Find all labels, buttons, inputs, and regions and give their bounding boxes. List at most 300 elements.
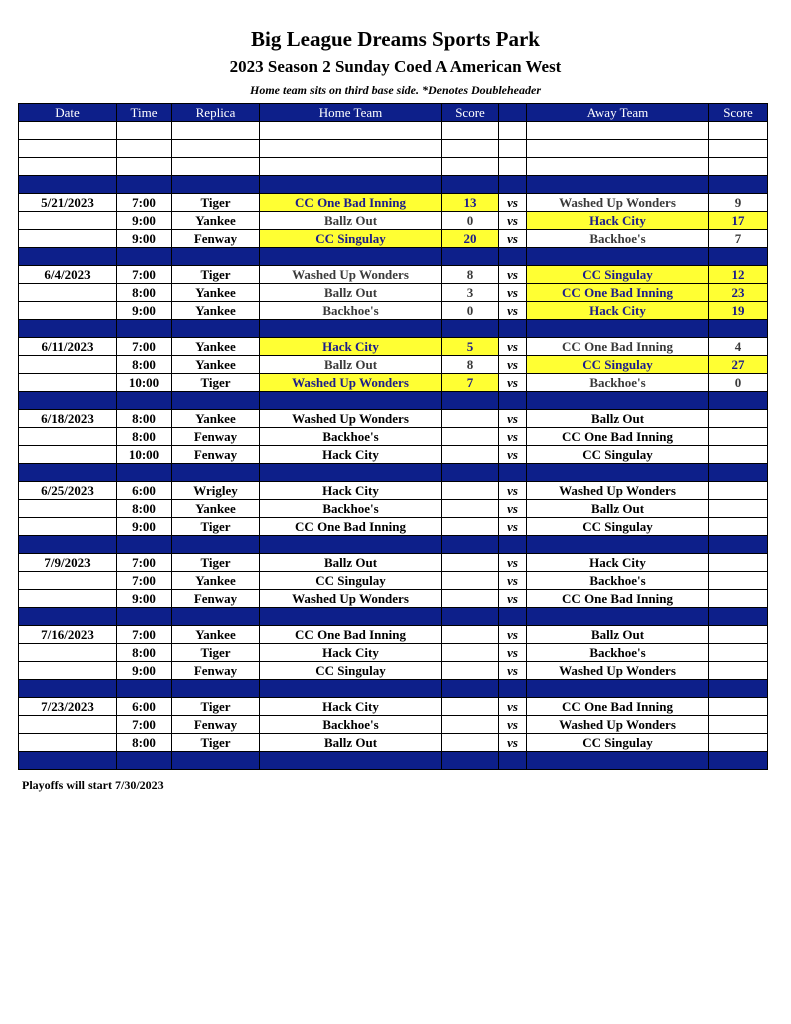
game-replica: Tiger [172, 698, 260, 716]
away-score [709, 500, 768, 518]
separator-cell [442, 392, 499, 410]
game-row [19, 428, 768, 446]
empty-cell [260, 158, 442, 176]
game-row [19, 590, 768, 608]
game-date [19, 644, 117, 662]
game-date [19, 374, 117, 392]
header-vs [499, 104, 527, 122]
away-score [709, 518, 768, 536]
game-row [19, 716, 768, 734]
separator-cell [499, 608, 527, 626]
separator-cell [527, 464, 709, 482]
home-score: 0 [442, 212, 499, 230]
separator-cell [442, 680, 499, 698]
vs-label: vs [499, 590, 527, 608]
week-separator [19, 680, 768, 698]
game-row [19, 626, 768, 644]
away-score: 19 [709, 302, 768, 320]
separator-cell [117, 176, 172, 194]
game-date: 6/11/2023 [19, 338, 117, 356]
game-time: 10:00 [117, 374, 172, 392]
separator-cell [19, 608, 117, 626]
game-replica: Yankee [172, 284, 260, 302]
game-replica: Yankee [172, 572, 260, 590]
separator-cell [172, 248, 260, 266]
game-date [19, 500, 117, 518]
separator-cell [260, 320, 442, 338]
separator-cell [499, 536, 527, 554]
empty-cell [117, 122, 172, 140]
away-score: 12 [709, 266, 768, 284]
game-time: 7:00 [117, 554, 172, 572]
separator-cell [117, 392, 172, 410]
separator-cell [442, 608, 499, 626]
vs-label: vs [499, 230, 527, 248]
home-team: Ballz Out [260, 554, 442, 572]
header-date: Date [19, 104, 117, 122]
game-row [19, 698, 768, 716]
game-time: 7:00 [117, 626, 172, 644]
game-replica: Tiger [172, 374, 260, 392]
game-time: 8:00 [117, 734, 172, 752]
separator-cell [709, 464, 768, 482]
separator-cell [709, 752, 768, 770]
home-score [442, 410, 499, 428]
game-row [19, 194, 768, 212]
home-score: 20 [442, 230, 499, 248]
game-replica: Yankee [172, 356, 260, 374]
game-replica: Fenway [172, 662, 260, 680]
game-replica: Fenway [172, 446, 260, 464]
empty-cell [19, 140, 117, 158]
away-score [709, 572, 768, 590]
away-score [709, 554, 768, 572]
game-replica: Yankee [172, 338, 260, 356]
game-replica: Yankee [172, 626, 260, 644]
separator-cell [172, 464, 260, 482]
game-date: 6/4/2023 [19, 266, 117, 284]
vs-label: vs [499, 716, 527, 734]
home-team: Hack City [260, 644, 442, 662]
game-time: 7:00 [117, 716, 172, 734]
away-team: CC One Bad Inning [527, 284, 709, 302]
separator-cell [709, 680, 768, 698]
home-team: Washed Up Wonders [260, 266, 442, 284]
game-replica: Tiger [172, 194, 260, 212]
vs-label: vs [499, 302, 527, 320]
vs-label: vs [499, 284, 527, 302]
away-score [709, 428, 768, 446]
separator-cell [117, 536, 172, 554]
separator-cell [172, 680, 260, 698]
game-row [19, 662, 768, 680]
separator-cell [499, 464, 527, 482]
separator-cell [499, 248, 527, 266]
home-team: CC Singulay [260, 572, 442, 590]
away-score [709, 410, 768, 428]
away-team: CC One Bad Inning [527, 338, 709, 356]
separator-cell [172, 392, 260, 410]
home-team: CC One Bad Inning [260, 518, 442, 536]
game-row [19, 500, 768, 518]
game-row [19, 374, 768, 392]
game-row [19, 230, 768, 248]
vs-label: vs [499, 662, 527, 680]
separator-cell [19, 752, 117, 770]
game-date [19, 284, 117, 302]
separator-cell [709, 536, 768, 554]
empty-cell [442, 140, 499, 158]
game-replica: Fenway [172, 230, 260, 248]
vs-label: vs [499, 356, 527, 374]
empty-cell [527, 122, 709, 140]
home-team: CC One Bad Inning [260, 194, 442, 212]
separator-cell [709, 320, 768, 338]
vs-label: vs [499, 266, 527, 284]
game-time: 7:00 [117, 266, 172, 284]
home-score [442, 644, 499, 662]
away-score [709, 662, 768, 680]
game-time: 9:00 [117, 230, 172, 248]
separator-cell [260, 392, 442, 410]
game-row [19, 518, 768, 536]
vs-label: vs [499, 338, 527, 356]
game-replica: Tiger [172, 518, 260, 536]
away-score [709, 716, 768, 734]
home-score [442, 554, 499, 572]
separator-cell [499, 392, 527, 410]
away-team: Ballz Out [527, 410, 709, 428]
game-date [19, 518, 117, 536]
empty-cell [499, 158, 527, 176]
game-replica: Tiger [172, 266, 260, 284]
separator-cell [499, 176, 527, 194]
game-row [19, 212, 768, 230]
empty-cell [172, 140, 260, 158]
home-team: Backhoe's [260, 428, 442, 446]
away-score [709, 626, 768, 644]
away-team: CC Singulay [527, 446, 709, 464]
separator-cell [260, 752, 442, 770]
separator-cell [527, 680, 709, 698]
game-date [19, 590, 117, 608]
separator-cell [172, 176, 260, 194]
game-replica: Fenway [172, 590, 260, 608]
game-replica: Tiger [172, 644, 260, 662]
away-team: Washed Up Wonders [527, 482, 709, 500]
week-separator [19, 248, 768, 266]
away-score [709, 734, 768, 752]
away-team: Hack City [527, 302, 709, 320]
game-row [19, 356, 768, 374]
separator-cell [260, 464, 442, 482]
header-time: Time [117, 104, 172, 122]
schedule-body [19, 122, 768, 770]
footer-note: Playoffs will start 7/30/2023 [22, 778, 164, 792]
schedule-table [18, 103, 768, 770]
home-team: Hack City [260, 338, 442, 356]
vs-label: vs [499, 698, 527, 716]
game-date [19, 428, 117, 446]
game-time: 8:00 [117, 644, 172, 662]
game-row [19, 554, 768, 572]
away-score: 27 [709, 356, 768, 374]
game-date: 7/23/2023 [19, 698, 117, 716]
game-replica: Fenway [172, 428, 260, 446]
game-date [19, 356, 117, 374]
home-score [442, 716, 499, 734]
header-home-team: Home Team [260, 104, 442, 122]
game-row [19, 482, 768, 500]
vs-label: vs [499, 410, 527, 428]
game-replica: Wrigley [172, 482, 260, 500]
separator-cell [117, 248, 172, 266]
schedule-note: Home team sits on third base side. *Denotes Doubleheader [250, 83, 541, 97]
home-score [442, 482, 499, 500]
separator-cell [117, 464, 172, 482]
separator-cell [527, 248, 709, 266]
empty-cell [442, 158, 499, 176]
away-team: CC Singulay [527, 356, 709, 374]
game-replica: Fenway [172, 716, 260, 734]
game-row [19, 338, 768, 356]
vs-label: vs [499, 500, 527, 518]
game-replica: Yankee [172, 212, 260, 230]
empty-cell [499, 122, 527, 140]
empty-row [19, 122, 768, 140]
game-time: 7:00 [117, 572, 172, 590]
home-team: CC One Bad Inning [260, 626, 442, 644]
empty-cell [260, 122, 442, 140]
separator-cell [19, 464, 117, 482]
game-replica: Yankee [172, 500, 260, 518]
separator-cell [527, 176, 709, 194]
week-separator [19, 176, 768, 194]
separator-cell [527, 536, 709, 554]
game-time: 9:00 [117, 518, 172, 536]
game-row [19, 266, 768, 284]
game-date: 6/18/2023 [19, 410, 117, 428]
empty-cell [709, 140, 768, 158]
empty-row [19, 140, 768, 158]
separator-cell [117, 320, 172, 338]
separator-cell [442, 176, 499, 194]
separator-cell [19, 392, 117, 410]
separator-cell [19, 248, 117, 266]
separator-cell [172, 536, 260, 554]
away-team: Ballz Out [527, 500, 709, 518]
away-score: 17 [709, 212, 768, 230]
separator-cell [442, 536, 499, 554]
empty-cell [527, 140, 709, 158]
home-team: Ballz Out [260, 734, 442, 752]
empty-cell [172, 158, 260, 176]
separator-cell [19, 536, 117, 554]
empty-cell [117, 158, 172, 176]
game-date [19, 446, 117, 464]
page-subtitle: 2023 Season 2 Sunday Coed A American West [229, 57, 562, 76]
week-separator [19, 536, 768, 554]
game-date: 7/16/2023 [19, 626, 117, 644]
away-team: Hack City [527, 212, 709, 230]
away-team: Washed Up Wonders [527, 662, 709, 680]
game-time: 9:00 [117, 590, 172, 608]
home-score: 13 [442, 194, 499, 212]
week-separator [19, 392, 768, 410]
home-score [442, 428, 499, 446]
separator-cell [442, 752, 499, 770]
separator-cell [499, 752, 527, 770]
separator-cell [527, 608, 709, 626]
vs-label: vs [499, 572, 527, 590]
home-team: CC Singulay [260, 662, 442, 680]
separator-cell [260, 248, 442, 266]
separator-cell [442, 248, 499, 266]
empty-cell [117, 140, 172, 158]
home-team: Ballz Out [260, 212, 442, 230]
separator-cell [527, 752, 709, 770]
separator-cell [19, 176, 117, 194]
header-away-score: Score [709, 104, 768, 122]
separator-cell [117, 752, 172, 770]
separator-cell [709, 392, 768, 410]
week-separator [19, 752, 768, 770]
separator-cell [527, 320, 709, 338]
game-time: 8:00 [117, 428, 172, 446]
away-team: CC Singulay [527, 734, 709, 752]
game-time: 6:00 [117, 482, 172, 500]
game-row [19, 734, 768, 752]
game-row [19, 302, 768, 320]
home-team: Hack City [260, 446, 442, 464]
home-team: Backhoe's [260, 302, 442, 320]
game-time: 9:00 [117, 662, 172, 680]
game-date [19, 302, 117, 320]
week-separator [19, 464, 768, 482]
separator-cell [260, 680, 442, 698]
game-replica: Tiger [172, 554, 260, 572]
game-replica: Yankee [172, 302, 260, 320]
game-time: 7:00 [117, 194, 172, 212]
page-title: Big League Dreams Sports Park [251, 27, 540, 51]
away-team: Backhoe's [527, 644, 709, 662]
home-score: 5 [442, 338, 499, 356]
home-team: Hack City [260, 698, 442, 716]
game-replica: Yankee [172, 410, 260, 428]
game-replica: Tiger [172, 734, 260, 752]
separator-cell [260, 176, 442, 194]
home-team: Washed Up Wonders [260, 410, 442, 428]
game-date: 7/9/2023 [19, 554, 117, 572]
home-team: Hack City [260, 482, 442, 500]
game-time: 8:00 [117, 356, 172, 374]
vs-label: vs [499, 194, 527, 212]
game-time: 9:00 [117, 212, 172, 230]
empty-cell [709, 122, 768, 140]
away-team: Backhoe's [527, 230, 709, 248]
separator-cell [172, 608, 260, 626]
home-score [442, 734, 499, 752]
vs-label: vs [499, 212, 527, 230]
game-date: 5/21/2023 [19, 194, 117, 212]
vs-label: vs [499, 374, 527, 392]
game-date [19, 230, 117, 248]
vs-label: vs [499, 428, 527, 446]
away-team: Washed Up Wonders [527, 716, 709, 734]
game-time: 6:00 [117, 698, 172, 716]
home-team: Backhoe's [260, 500, 442, 518]
separator-cell [260, 536, 442, 554]
game-date [19, 212, 117, 230]
home-score: 8 [442, 266, 499, 284]
header-row [19, 104, 768, 122]
separator-cell [172, 320, 260, 338]
home-team: Backhoe's [260, 716, 442, 734]
separator-cell [527, 392, 709, 410]
away-score [709, 482, 768, 500]
separator-cell [19, 320, 117, 338]
away-score [709, 698, 768, 716]
home-team: Ballz Out [260, 356, 442, 374]
game-row [19, 446, 768, 464]
game-date [19, 662, 117, 680]
game-time: 8:00 [117, 284, 172, 302]
empty-cell [442, 122, 499, 140]
away-score: 4 [709, 338, 768, 356]
empty-cell [527, 158, 709, 176]
game-date [19, 734, 117, 752]
away-team: CC One Bad Inning [527, 698, 709, 716]
home-score [442, 698, 499, 716]
game-row [19, 644, 768, 662]
vs-label: vs [499, 734, 527, 752]
home-score: 3 [442, 284, 499, 302]
header-replica: Replica [172, 104, 260, 122]
away-team: CC One Bad Inning [527, 590, 709, 608]
away-score: 9 [709, 194, 768, 212]
away-team: Hack City [527, 554, 709, 572]
home-score: 0 [442, 302, 499, 320]
game-date: 6/25/2023 [19, 482, 117, 500]
empty-row [19, 158, 768, 176]
game-row [19, 572, 768, 590]
week-separator [19, 608, 768, 626]
away-team: CC Singulay [527, 518, 709, 536]
away-team: Backhoe's [527, 572, 709, 590]
away-team: Washed Up Wonders [527, 194, 709, 212]
game-date [19, 572, 117, 590]
empty-cell [19, 158, 117, 176]
away-score: 23 [709, 284, 768, 302]
away-score: 0 [709, 374, 768, 392]
away-team: CC One Bad Inning [527, 428, 709, 446]
separator-cell [172, 752, 260, 770]
away-score [709, 644, 768, 662]
home-team: Washed Up Wonders [260, 374, 442, 392]
separator-cell [117, 608, 172, 626]
separator-cell [117, 680, 172, 698]
home-score [442, 518, 499, 536]
away-team: Backhoe's [527, 374, 709, 392]
separator-cell [709, 176, 768, 194]
home-score [442, 590, 499, 608]
home-team: Washed Up Wonders [260, 590, 442, 608]
vs-label: vs [499, 482, 527, 500]
empty-cell [499, 140, 527, 158]
header-home-score: Score [442, 104, 499, 122]
week-separator [19, 320, 768, 338]
game-row [19, 410, 768, 428]
